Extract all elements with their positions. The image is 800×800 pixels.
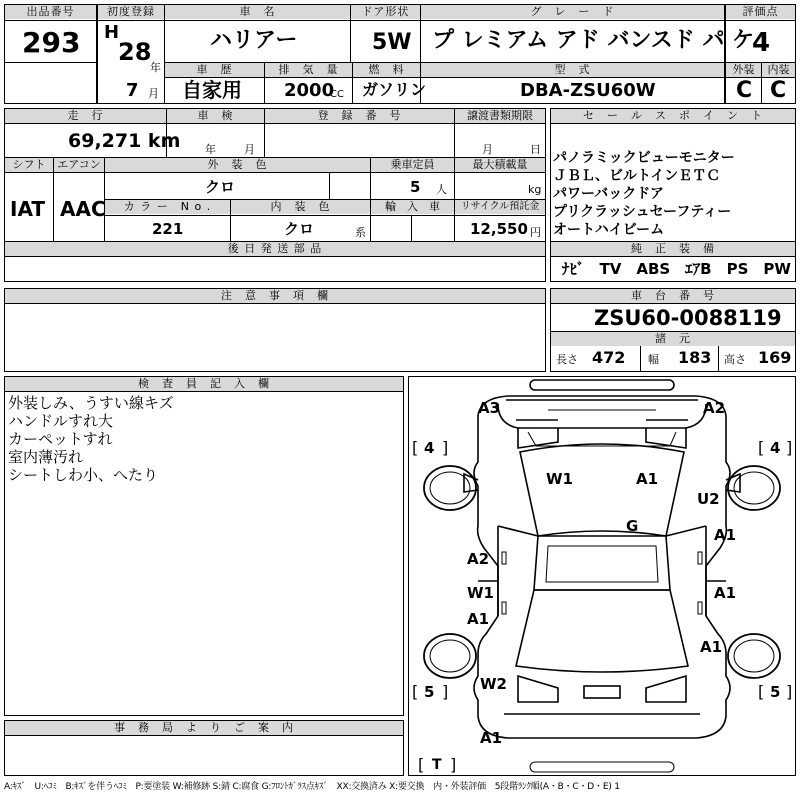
mileage: 69,271 km <box>68 130 181 152</box>
tire-rear-right-bracket-close: ] <box>786 682 793 701</box>
mark-g: G <box>626 517 639 535</box>
ext-grade: C <box>736 78 753 103</box>
tire-front-right-bracket-close: ] <box>786 438 793 457</box>
lot-no-label: 出品番号 <box>5 5 96 19</box>
displacement-unit: CC <box>330 89 344 100</box>
transfer-month-unit: 月 <box>482 143 493 156</box>
recycle-unit: 円 <box>530 226 541 239</box>
mileage-label: 走 行 <box>5 109 166 123</box>
first-reg-label: 初度登録 <box>98 5 164 19</box>
ext-grade-label: 外装 <box>726 63 761 77</box>
dims-label: 諸 元 <box>551 332 795 346</box>
aircon-label: エアコン <box>54 158 104 172</box>
mark-u2: U2 <box>697 490 720 508</box>
color-no: 221 <box>152 220 184 238</box>
car-diagram <box>408 376 796 776</box>
sales-point-3: パワーバックドア <box>553 186 664 202</box>
tire-spare-bracket: [ <box>418 755 425 774</box>
era: H <box>104 22 120 43</box>
ext-color: クロ <box>205 178 236 196</box>
displacement: 2000 <box>284 80 335 101</box>
tire-spare-grade: T <box>432 757 442 773</box>
score-label: 評価点 <box>726 5 795 19</box>
length: 472 <box>592 348 626 367</box>
tire-rear-left-bracket: [ <box>412 682 419 701</box>
reg-year: 28 <box>118 38 152 66</box>
int-grade-label: 内装 <box>762 63 795 77</box>
length-label: 長さ <box>556 353 578 366</box>
mark-a1-right2: A1 <box>714 584 737 602</box>
displacement-label: 排 気 量 <box>265 63 352 77</box>
model-label: 型 式 <box>421 63 724 77</box>
chassis-label: 車 台 番 号 <box>551 289 795 303</box>
tire-rear-left-grade: 5 <box>424 683 435 701</box>
transfer-day-unit: 日 <box>530 143 541 156</box>
model-code: DBA-ZSU60W <box>520 80 656 101</box>
mark-a1-left: A1 <box>467 610 490 628</box>
chassis-number: ZSU60-0088119 <box>594 306 782 330</box>
transfer-doc-label: 譲渡書類期限 <box>455 109 545 123</box>
equipment-label: 純 正 装 備 <box>551 242 795 256</box>
tire-front-right-bracket: [ <box>758 438 765 457</box>
mark-a1-right3: A1 <box>700 638 723 656</box>
mark-a1-top: A1 <box>636 470 659 488</box>
car-name: ハリアー <box>210 28 298 53</box>
inspector-label: 検 査 員 記 入 欄 <box>5 377 403 391</box>
inspector-line-4: 室内薄汚れ <box>8 448 84 466</box>
shift-value: IAT <box>10 197 46 221</box>
mark-w1-top: W1 <box>546 470 573 488</box>
tire-rear-right-grade: 5 <box>770 683 781 701</box>
inspector-line-1: 外装しみ、うすい線キズ <box>8 394 174 412</box>
mark-w1-left: W1 <box>467 584 494 602</box>
int-color-unit: 系 <box>355 226 366 239</box>
equipment: ﾅﾋﾞ TV ABS ｴｱB PS PW <box>562 260 791 278</box>
tire-rear-right-bracket: [ <box>758 682 765 701</box>
history-label: 車 歴 <box>165 63 264 77</box>
notes-label: 注 意 事 項 欄 <box>5 289 545 303</box>
int-color: クロ <box>284 220 315 238</box>
fuel: ガソリン <box>362 80 427 99</box>
max-load-label: 最大積載量 <box>455 158 545 172</box>
recycle-fee: 12,550 <box>470 220 528 238</box>
capacity-unit: 人 <box>436 183 447 196</box>
year-unit: 年 <box>150 61 161 74</box>
legend: A:ｷｽﾞ U:ﾍｺﾐ B:ｷｽﾞを伴うﾍｺﾐ P:要塗装 W:補修跡 S:錆 C:腐食 G:ﾌﾛﾝﾄｶﾞﾗｽ点ｷｽﾞ XX:交換済み X:要交換 内・外装評価 5段階ﾗﾝｸ順(A・B・C・D・E) 1 <box>4 782 620 792</box>
sales-point-label: セ ー ル ス ポ イ ン ト <box>551 109 795 123</box>
sales-point-2: ＪＢＬ、ビルトインＥＴＣ <box>553 168 721 184</box>
sales-point-4: プリクラッシュセーフティー <box>553 204 732 220</box>
shift-label: シフト <box>5 158 53 172</box>
mark-a1-right1: A1 <box>714 526 737 544</box>
door-type: 5W <box>372 30 412 55</box>
width-label: 幅 <box>648 353 659 366</box>
capacity: 5 <box>410 178 421 196</box>
tire-rear-left-bracket-close: ] <box>442 682 449 701</box>
mark-a3: A3 <box>478 399 501 417</box>
mark-a1-bottom: A1 <box>480 729 503 747</box>
score: 4 <box>752 28 771 58</box>
height-label: 高さ <box>724 353 746 366</box>
recycle-label: リサイクル預託金 <box>455 200 545 214</box>
grade: プ レミアム アド バンスド パ ケ <box>432 28 755 53</box>
inspector-line-2: ハンドルすれ大 <box>8 412 114 430</box>
height: 169 <box>758 348 792 367</box>
ext-color-label: 外 装 色 <box>105 158 370 172</box>
tire-spare-bracket-close: ] <box>450 755 457 774</box>
reg-month: 7 <box>126 80 139 101</box>
tire-front-right-grade: 4 <box>770 439 781 457</box>
mark-a2-top: A2 <box>703 399 726 417</box>
aircon-value: AAC <box>60 197 106 221</box>
door-label: ドア形状 <box>351 5 420 19</box>
history: 自家用 <box>182 78 242 102</box>
int-grade: C <box>770 78 787 103</box>
fuel-label: 燃 料 <box>353 63 420 77</box>
office-label: 事 務 局 よ り ご 案 内 <box>5 721 403 735</box>
inspection-label: 車 検 <box>167 109 264 123</box>
color-no-label: カ ラ ー N o . <box>105 200 230 214</box>
sales-point-1: パノラミックビューモニター <box>553 150 735 166</box>
max-load-unit: kg <box>528 183 542 196</box>
mark-a2-left: A2 <box>467 550 490 568</box>
inspector-line-3: カーペットすれ <box>8 430 113 448</box>
later-parts-label: 後 日 発 送 部 品 <box>5 242 545 256</box>
lot-number: 293 <box>22 26 81 59</box>
inspection-year-unit: 年 <box>205 143 216 156</box>
car-name-label: 車 名 <box>165 5 350 19</box>
month-unit: 月 <box>148 87 159 100</box>
tire-front-left-bracket: [ <box>412 438 419 457</box>
mark-w2: W2 <box>480 675 507 693</box>
tire-front-left-grade: 4 <box>424 439 435 457</box>
sales-point-5: オートハイビーム <box>553 222 665 238</box>
int-color-label: 内 装 色 <box>231 200 370 214</box>
capacity-label: 乗車定員 <box>371 158 454 172</box>
width: 183 <box>678 348 712 367</box>
reg-no-label: 登 録 番 号 <box>265 109 454 123</box>
tire-front-left-bracket-close: ] <box>442 438 449 457</box>
grade-label: グ レ ー ド <box>421 5 724 19</box>
import-label: 輸 入 車 <box>371 200 454 214</box>
inspector-line-5: シートしわ小、へたり <box>8 466 159 484</box>
inspection-month-unit: 月 <box>244 143 255 156</box>
